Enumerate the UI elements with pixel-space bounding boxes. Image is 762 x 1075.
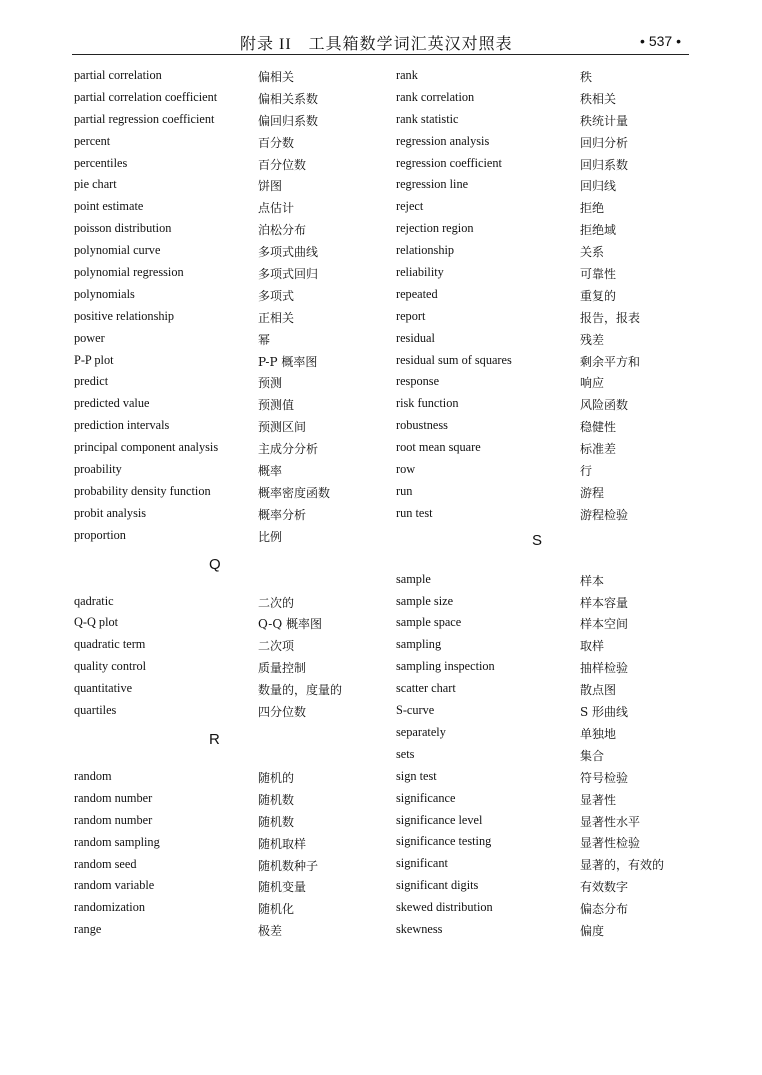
chinese-term: 随机数 [258, 792, 295, 807]
english-term: sampling [396, 637, 442, 652]
glossary-entry [74, 480, 384, 502]
english-term: polynomial regression [74, 265, 184, 280]
glossary-entry [74, 108, 384, 130]
glossary-entry [396, 787, 696, 809]
english-term: percentiles [74, 155, 128, 170]
glossary-entry [74, 305, 384, 327]
glossary-entry [396, 743, 696, 765]
english-term: robustness [396, 418, 448, 433]
chinese-term: 取样 [580, 639, 605, 654]
english-term: poisson distribution [74, 221, 172, 236]
chinese-term: 预测 [258, 376, 283, 391]
english-term: reliability [396, 265, 444, 280]
glossary-entry [74, 349, 384, 371]
english-term: sample size [396, 593, 454, 608]
english-term: prediction intervals [74, 418, 170, 433]
english-term: regression line [396, 177, 469, 192]
english-term: significant [396, 856, 448, 871]
chinese-term: 集合 [580, 748, 605, 763]
english-term: response [396, 374, 440, 389]
chinese-term: 四分位数 [258, 705, 307, 720]
glossary-entry [396, 173, 696, 195]
glossary-entry [74, 283, 384, 305]
english-term: residual [396, 330, 435, 345]
chinese-term: 二次的 [258, 595, 295, 610]
chinese-term: 秩相关 [580, 91, 617, 106]
chinese-term: 随机数种子 [258, 858, 319, 873]
english-term: random [74, 768, 112, 783]
chinese-term: 偏度 [580, 923, 605, 938]
glossary-entry [396, 217, 696, 239]
glossary-entry [396, 414, 696, 436]
chinese-term: 单独地 [580, 726, 617, 741]
english-term: sets [396, 746, 415, 761]
chinese-term: 游程检验 [580, 507, 629, 522]
chinese-term: 响应 [580, 376, 605, 391]
glossary-entry [396, 86, 696, 108]
glossary-entry [396, 64, 696, 86]
chinese-term: 极差 [258, 924, 283, 939]
glossary-entry [396, 633, 696, 655]
glossary-entry [74, 458, 384, 480]
glossary-entry [396, 809, 696, 831]
glossary-entry [74, 152, 384, 174]
english-term: rejection region [396, 221, 474, 236]
glossary-entry [396, 370, 696, 392]
chinese-term: 正相关 [258, 310, 295, 325]
chinese-term: 泊松分布 [258, 223, 307, 238]
english-term: probit analysis [74, 505, 147, 520]
chinese-term: 游程 [580, 485, 605, 500]
glossary-entry [396, 108, 696, 130]
chinese-term: 概率 [258, 464, 283, 479]
glossary-entry [396, 677, 696, 699]
english-term: rank [396, 68, 418, 82]
glossary-entry [74, 392, 384, 414]
glossary-entry [396, 327, 696, 349]
glossary-entry [396, 195, 696, 217]
glossary-entry [74, 765, 384, 787]
glossary-entry [74, 611, 384, 633]
english-term: risk function [396, 396, 459, 411]
glossary-entry [74, 414, 384, 436]
chinese-term: P-P 概率图 [258, 354, 318, 369]
english-term: pie chart [74, 177, 117, 192]
english-term: run test [396, 505, 433, 520]
english-term: skewed distribution [396, 900, 493, 915]
chinese-term: 主成分分析 [258, 442, 319, 457]
english-term: random number [74, 812, 153, 827]
english-term: significance level [396, 812, 483, 827]
english-term: random variable [74, 878, 155, 893]
chinese-term: 回归系数 [580, 157, 629, 172]
glossary-entry [74, 502, 384, 524]
glossary-entry [74, 809, 384, 831]
glossary-entry [74, 217, 384, 239]
left-column [74, 64, 384, 940]
right-column [396, 64, 696, 940]
english-term: rank statistic [396, 111, 459, 126]
glossary-entry [396, 721, 696, 743]
english-term: report [396, 308, 426, 323]
english-term: predicted value [74, 396, 150, 411]
english-term: sign test [396, 768, 437, 783]
section-letter-text: Q [209, 555, 221, 573]
chinese-term: 百分数 [258, 135, 295, 150]
chinese-term: 预测值 [258, 398, 295, 413]
chinese-term: S 形曲线 [580, 705, 629, 720]
glossary-entry [74, 64, 384, 86]
chinese-term: 回归分析 [580, 135, 629, 150]
chinese-term: 显著的，有效的 [580, 858, 665, 873]
glossary-entry [396, 130, 696, 152]
glossary-entry [396, 830, 696, 852]
chinese-term: 质量控制 [258, 661, 307, 676]
glossary-entry [396, 261, 696, 283]
english-term: quartiles [74, 703, 117, 718]
glossary-entry [74, 239, 384, 261]
chinese-term: 随机的 [258, 770, 295, 785]
english-term: quadratic term [74, 637, 146, 652]
glossary-entry [74, 86, 384, 108]
chinese-term: 数量的，度量的 [258, 683, 343, 698]
chinese-term: 散点图 [580, 683, 617, 698]
glossary-entry [74, 261, 384, 283]
chinese-term: 随机取样 [258, 836, 307, 851]
english-term: significant digits [396, 878, 479, 893]
english-term: root mean square [396, 440, 481, 455]
section-letter-text: S [532, 531, 543, 549]
glossary-entry [74, 370, 384, 392]
chinese-term: 随机数 [258, 814, 295, 829]
english-term: residual sum of squares [396, 352, 512, 367]
english-term: polynomials [74, 286, 135, 301]
glossary-entry [74, 633, 384, 655]
glossary-entry [74, 173, 384, 195]
glossary-entry [74, 787, 384, 809]
glossary-entry [74, 436, 384, 458]
english-term: partial correlation [74, 68, 162, 82]
glossary-entry [396, 765, 696, 787]
glossary-entry [396, 918, 696, 940]
english-term: percent [74, 133, 111, 148]
english-term: S-curve [396, 703, 435, 718]
glossary-entry [396, 239, 696, 261]
english-term: principal component analysis [74, 440, 219, 455]
chinese-term: 样本容量 [580, 595, 629, 610]
english-term: sample [396, 571, 431, 586]
chinese-term: 标准差 [580, 442, 617, 457]
glossary-entry [74, 853, 384, 875]
chinese-term: 报告，报表 [580, 310, 641, 325]
chinese-term: 可靠性 [580, 267, 617, 282]
english-term: point estimate [74, 199, 144, 214]
chinese-term: Q-Q 概率图 [258, 617, 322, 632]
chinese-term: 多项式 [258, 288, 295, 303]
chinese-term: 多项式回归 [258, 267, 319, 282]
english-term: P-P plot [74, 352, 114, 367]
english-term: separately [396, 724, 446, 739]
glossary-entry [74, 896, 384, 918]
chinese-term: 概率分析 [258, 507, 307, 522]
english-term: sample space [396, 615, 462, 630]
glossary-entry [396, 655, 696, 677]
chinese-term: 偏相关系数 [258, 91, 319, 106]
glossary-entry [396, 392, 696, 414]
chinese-term: 多项式曲线 [258, 245, 319, 260]
chinese-term: 随机化 [258, 902, 295, 917]
english-term: relationship [396, 243, 455, 258]
chinese-term: 样本空间 [580, 617, 629, 632]
english-term: Q-Q plot [74, 615, 119, 630]
glossary-entry [74, 590, 384, 612]
english-term: rank correlation [396, 89, 475, 104]
chinese-term: 显著性 [580, 792, 617, 807]
glossary-entry [74, 130, 384, 152]
english-term: reject [396, 199, 424, 214]
page-header [72, 28, 689, 55]
english-term: row [396, 462, 416, 477]
glossary-entry [74, 874, 384, 896]
glossary-entry [74, 918, 384, 940]
glossary-entry [396, 699, 696, 721]
english-term: predict [74, 374, 109, 389]
english-term: significance [396, 790, 456, 805]
english-term: quality control [74, 659, 147, 674]
english-term: run [396, 483, 413, 498]
english-term: regression analysis [396, 133, 490, 148]
chinese-term: 幂 [258, 332, 271, 347]
glossary-entry [396, 502, 696, 524]
chinese-term: 行 [580, 464, 593, 479]
english-term: positive relationship [74, 308, 175, 323]
chinese-term: 百分位数 [258, 157, 307, 172]
section-letter [74, 546, 384, 590]
page-number: • 537 • [640, 33, 681, 49]
glossary-entry [74, 699, 384, 721]
section-letter [396, 524, 696, 568]
english-term: qadratic [74, 593, 114, 608]
english-term: polynomial curve [74, 243, 161, 258]
english-term: proportion [74, 527, 126, 542]
chinese-term: 剩余平方和 [580, 354, 641, 369]
glossary-entry [74, 524, 384, 546]
english-term: random number [74, 790, 153, 805]
glossary-entry [396, 590, 696, 612]
chinese-term: 饼图 [258, 179, 283, 194]
chinese-term: 残差 [580, 332, 605, 347]
chinese-term: 抽样检验 [580, 661, 629, 676]
chinese-term: 稳健性 [580, 420, 617, 435]
chinese-term: 拒绝 [580, 201, 605, 216]
english-term: quantitative [74, 681, 133, 696]
chinese-term: 概率密度函数 [258, 485, 331, 500]
chinese-term: 偏态分布 [580, 902, 629, 917]
glossary-entry [396, 152, 696, 174]
english-term: random sampling [74, 834, 160, 849]
glossary-entry [396, 852, 696, 874]
chinese-term: 符号检验 [580, 770, 629, 785]
chinese-term: 显著性检验 [580, 836, 641, 851]
glossary-entry [396, 874, 696, 896]
english-term: regression coefficient [396, 155, 502, 170]
glossary-entry [74, 655, 384, 677]
chinese-term: 显著性水平 [580, 814, 641, 829]
chinese-term: 秩统计量 [580, 113, 629, 128]
chinese-term: 回归线 [580, 179, 617, 194]
english-term: proability [74, 462, 122, 477]
glossary-entry [396, 305, 696, 327]
chinese-term: 样本 [580, 573, 605, 588]
chinese-term: 有效数字 [580, 880, 629, 895]
glossary-entry [396, 611, 696, 633]
chinese-term: 比例 [258, 529, 283, 544]
english-term: repeated [396, 286, 438, 301]
chinese-term: 偏回归系数 [258, 113, 319, 128]
glossary-entry [74, 677, 384, 699]
english-term: sampling inspection [396, 659, 495, 674]
english-term: range [74, 922, 102, 937]
chinese-term: 重复的 [580, 288, 617, 303]
chinese-term: 秩 [580, 70, 593, 84]
english-term: scatter chart [396, 681, 456, 696]
chinese-term: 预测区间 [258, 420, 307, 435]
glossary-entry [396, 349, 696, 371]
section-letter-text: R [209, 730, 220, 748]
glossary-entry [396, 896, 696, 918]
header-title: 附录 II 工具箱数学词汇英汉对照表 [240, 36, 513, 53]
glossary-entry [396, 283, 696, 305]
glossary-entry [396, 458, 696, 480]
glossary-entry [74, 831, 384, 853]
chinese-term: 风险函数 [580, 398, 629, 413]
chinese-term: 关系 [580, 245, 605, 260]
english-term: partial correlation coefficient [74, 89, 218, 104]
glossary-entry [396, 436, 696, 458]
chinese-term: 二次项 [258, 639, 295, 654]
glossary-entry [396, 480, 696, 502]
chinese-term: 随机变量 [258, 880, 307, 895]
english-term: significance testing [396, 834, 492, 849]
english-term: random seed [74, 856, 137, 871]
english-term: skewness [396, 921, 443, 936]
glossary-entry [74, 195, 384, 217]
english-term: power [74, 330, 105, 345]
english-term: randomization [74, 900, 146, 915]
chinese-term: 偏相关 [258, 70, 295, 84]
chinese-term: 点估计 [258, 201, 295, 216]
glossary-entry [74, 327, 384, 349]
section-letter [74, 721, 384, 765]
glossary-entry [396, 568, 696, 590]
chinese-term: 拒绝域 [580, 223, 617, 238]
english-term: probability density function [74, 483, 211, 498]
english-term: partial regression coefficient [74, 111, 215, 126]
